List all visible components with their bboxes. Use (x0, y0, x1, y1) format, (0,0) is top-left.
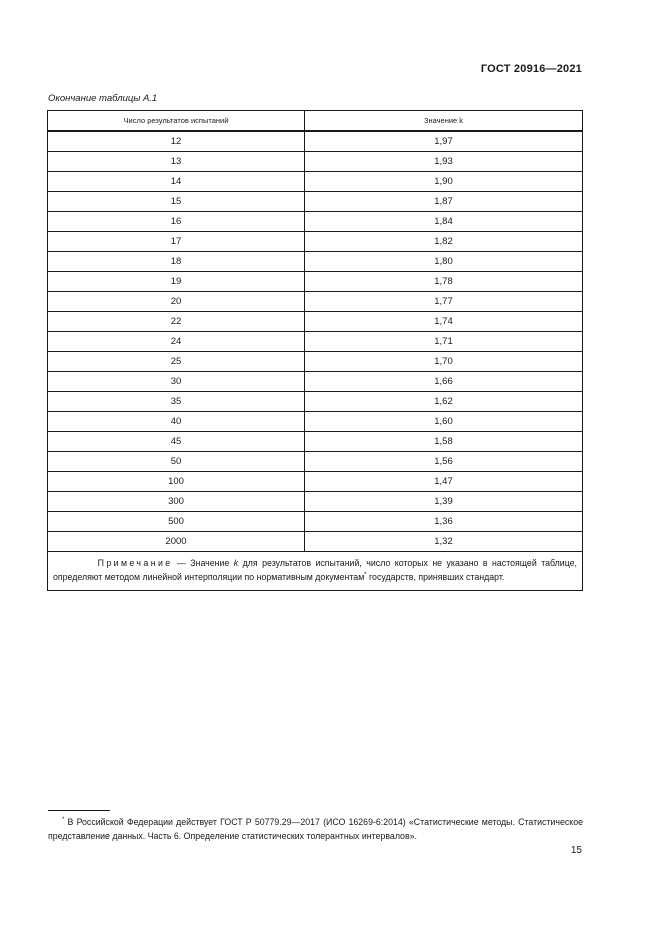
cell-test-count: 12 (48, 131, 305, 152)
note-text-middle: для результатов испытаний, число которых не указано в настоящей таблице, определяют методом линейной интерполяции по нормативным документам (53, 558, 577, 582)
document-id: ГОСТ 20916—2021 (480, 63, 582, 75)
cell-test-count: 30 (48, 372, 305, 392)
cell-test-count: 22 (48, 312, 305, 332)
note-text-after: государств, принявших стандарт. (366, 572, 505, 582)
cell-test-count: 24 (48, 332, 305, 352)
table-row (48, 212, 583, 232)
table-row (48, 532, 583, 552)
cell-k-value: 1,58 (305, 432, 583, 452)
note-row (48, 552, 583, 591)
cell-k-value: 1,82 (305, 232, 583, 252)
cell-test-count: 16 (48, 212, 305, 232)
cell-test-count: 18 (48, 252, 305, 272)
footnote-divider (48, 810, 110, 811)
table-row (48, 332, 583, 352)
table-row (48, 232, 583, 252)
table-row (48, 512, 583, 532)
cell-k-value: 1,74 (305, 312, 583, 332)
cell-test-count: 100 (48, 472, 305, 492)
note-k-symbol: k (233, 558, 239, 568)
cell-k-value: 1,36 (305, 512, 583, 532)
cell-test-count: 14 (48, 172, 305, 192)
cell-test-count: 300 (48, 492, 305, 512)
k-values-table (47, 110, 583, 591)
cell-k-value: 1,77 (305, 292, 583, 312)
column-header-k: Значение k (305, 111, 583, 132)
cell-k-value: 1,56 (305, 452, 583, 472)
table-row (48, 312, 583, 332)
table-row (48, 492, 583, 512)
table-row (48, 192, 583, 212)
table-row (48, 432, 583, 452)
cell-test-count: 20 (48, 292, 305, 312)
table-row (48, 172, 583, 192)
column-header-count: Число результатов испытаний (48, 111, 305, 132)
cell-k-value: 1,93 (305, 152, 583, 172)
cell-k-value: 1,70 (305, 352, 583, 372)
cell-k-value: 1,97 (305, 131, 583, 152)
cell-k-value: 1,90 (305, 172, 583, 192)
footnote-text: В Российской Федерации действует ГОСТ Р 50779.29—2017 (ИСО 16269-6:2014) «Статистические методы. Статистическое представление данных. Часть 6. Определение статистических толерантных интервалов». (48, 817, 583, 841)
table-row (48, 472, 583, 492)
cell-test-count: 17 (48, 232, 305, 252)
cell-test-count: 40 (48, 412, 305, 432)
cell-test-count: 35 (48, 392, 305, 412)
cell-test-count: 45 (48, 432, 305, 452)
table-row (48, 372, 583, 392)
cell-test-count: 25 (48, 352, 305, 372)
cell-k-value: 1,87 (305, 192, 583, 212)
table-row (48, 152, 583, 172)
table-row (48, 392, 583, 412)
cell-k-value: 1,66 (305, 372, 583, 392)
cell-k-value: 1,39 (305, 492, 583, 512)
table-header-row (48, 111, 583, 132)
note-footnote-mark: * (364, 572, 367, 579)
footnote-mark: * (62, 817, 65, 824)
cell-k-value: 1,60 (305, 412, 583, 432)
table-row (48, 131, 583, 152)
cell-test-count: 500 (48, 512, 305, 532)
footnote (48, 815, 583, 843)
cell-k-value: 1,80 (305, 252, 583, 272)
note-text-before: — Значение (172, 558, 234, 568)
note-label: Примечание (97, 558, 173, 568)
cell-k-value: 1,62 (305, 392, 583, 412)
cell-k-value: 1,78 (305, 272, 583, 292)
table-caption: Окончание таблицы А.1 (48, 93, 158, 104)
cell-test-count: 13 (48, 152, 305, 172)
table-row (48, 292, 583, 312)
table-note (48, 552, 583, 591)
cell-test-count: 19 (48, 272, 305, 292)
table-row (48, 352, 583, 372)
cell-k-value: 1,84 (305, 212, 583, 232)
cell-k-value: 1,71 (305, 332, 583, 352)
cell-k-value: 1,47 (305, 472, 583, 492)
table-row (48, 452, 583, 472)
cell-test-count: 2000 (48, 532, 305, 552)
cell-test-count: 15 (48, 192, 305, 212)
cell-test-count: 50 (48, 452, 305, 472)
cell-k-value: 1,32 (305, 532, 583, 552)
table-row (48, 252, 583, 272)
table-row (48, 412, 583, 432)
table-row (48, 272, 583, 292)
page-number: 15 (570, 845, 582, 856)
